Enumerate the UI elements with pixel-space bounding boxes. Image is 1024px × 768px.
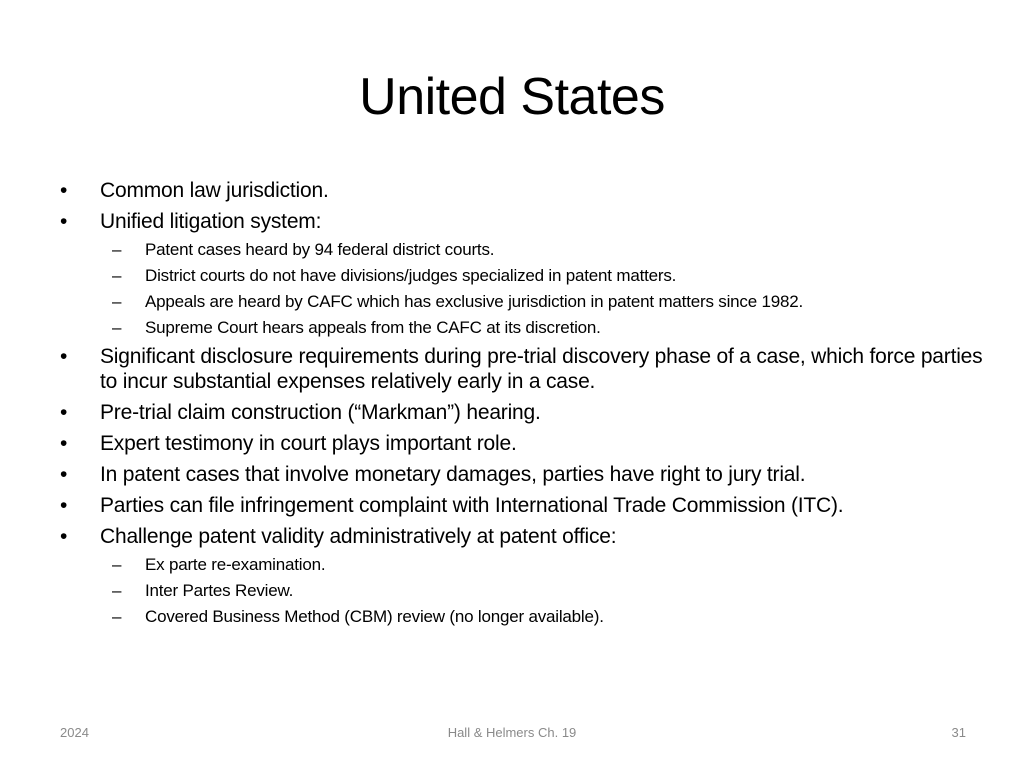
bullet-item xyxy=(56,524,986,549)
dash-icon: – xyxy=(112,581,122,600)
sub-bullet-text: Inter Partes Review. xyxy=(145,581,294,600)
bullet-icon: • xyxy=(60,345,68,368)
bullet-text: Common law jurisdiction. xyxy=(100,179,329,202)
bullet-item xyxy=(56,462,986,487)
bullet-icon: • xyxy=(60,432,68,455)
bullet-item xyxy=(56,493,986,518)
sub-bullet-text: Appeals are heard by CAFC which has exclusive jurisdiction in patent matters since 1982. xyxy=(145,292,804,311)
bullet-icon: • xyxy=(60,494,68,517)
bullet-text: Expert testimony in court plays important role. xyxy=(100,432,517,455)
bullet-text: Challenge patent validity administratively at patent office: xyxy=(100,525,617,548)
slide-title: United States xyxy=(359,68,665,126)
bullet-item xyxy=(56,400,986,425)
bullet-text: Unified litigation system: xyxy=(100,210,322,233)
sub-bullet-item xyxy=(56,607,986,627)
footer-title: Hall & Helmers Ch. 19 xyxy=(447,725,577,740)
sub-bullet-item xyxy=(56,581,986,601)
sub-bullet-text: Supreme Court hears appeals from the CAFC at its discretion. xyxy=(145,318,601,337)
bullet-text: Pre-trial claim construction (“Markman”) hearing. xyxy=(100,401,541,424)
dash-icon: – xyxy=(112,266,122,285)
bullet-icon: • xyxy=(60,401,68,424)
dash-icon: – xyxy=(112,318,122,337)
bullet-text: In patent cases that involve monetary damages, parties have right to jury trial. xyxy=(100,463,806,486)
slide-number: 31 xyxy=(951,725,966,740)
bullet-item xyxy=(56,178,986,203)
bullet-item xyxy=(56,431,986,456)
bullet-icon: • xyxy=(60,463,68,486)
dash-icon: – xyxy=(112,555,122,574)
dash-icon: – xyxy=(112,240,122,259)
sub-bullet-item xyxy=(56,318,986,338)
sub-bullet-item xyxy=(56,266,986,286)
sub-bullet-item xyxy=(56,240,986,260)
sub-bullet-text: Covered Business Method (CBM) review (no longer available). xyxy=(145,607,604,626)
bullet-item xyxy=(56,344,986,394)
dash-icon: – xyxy=(112,292,122,311)
bullet-icon: • xyxy=(60,210,68,233)
dash-icon: – xyxy=(112,607,122,626)
sub-bullet-text: Patent cases heard by 94 federal district courts. xyxy=(145,240,495,259)
bullet-item xyxy=(56,209,986,234)
sub-bullet-text: District courts do not have divisions/judges specialized in patent matters. xyxy=(145,266,677,285)
sub-bullet-item xyxy=(56,292,986,312)
bullet-icon: • xyxy=(60,179,68,202)
sub-bullet-item xyxy=(56,555,986,575)
footer-date: 2024 xyxy=(60,725,89,740)
bullet-icon: • xyxy=(60,525,68,548)
bullet-text: Parties can file infringement complaint with International Trade Commission (ITC). xyxy=(100,494,844,517)
bullet-text: Significant disclosure requirements during pre-trial discovery phase of a case, which force parties to incur substantial expenses relatively early in a case. xyxy=(100,345,983,393)
slide-body xyxy=(56,178,986,633)
sub-bullet-text: Ex parte re-examination. xyxy=(145,555,326,574)
